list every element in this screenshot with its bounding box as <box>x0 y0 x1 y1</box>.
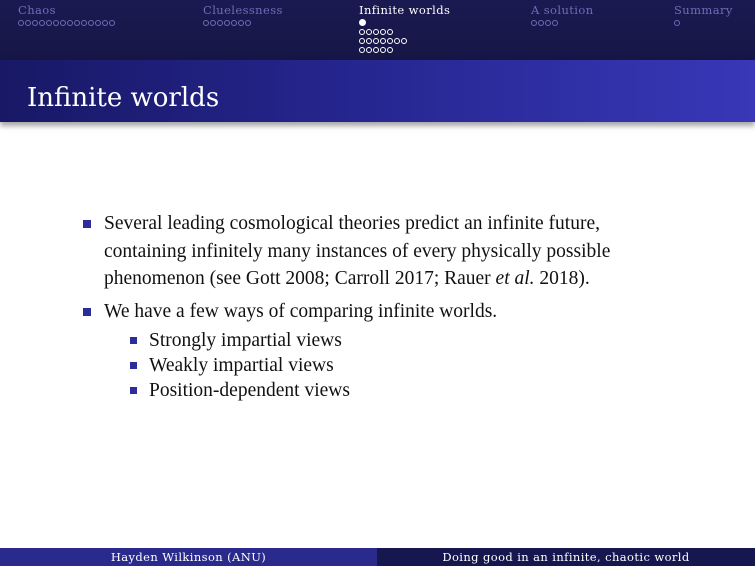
nav-frame-dot-icon[interactable] <box>224 20 230 26</box>
nav-frame-dot-icon[interactable] <box>387 47 393 53</box>
nav-frame-dot-icon[interactable] <box>373 47 379 53</box>
sub-bullet-text: Strongly impartial views <box>149 330 342 351</box>
nav-frame-dot-icon[interactable] <box>39 20 45 26</box>
nav-section-title: A solution <box>531 3 594 17</box>
nav-frame-dot-icon[interactable] <box>401 38 407 44</box>
nav-frame-dot-icon[interactable] <box>531 20 537 26</box>
nav-frame-dots <box>531 18 594 27</box>
nav-frame-dot-icon[interactable] <box>359 38 365 44</box>
frame-title: Infinite worlds <box>27 83 220 113</box>
nav-section-summary[interactable] <box>674 3 733 27</box>
bullet-item <box>0 210 664 293</box>
slide-footer <box>0 548 755 566</box>
nav-frame-dot-icon[interactable] <box>380 29 386 35</box>
nav-frame-dot-icon[interactable] <box>359 47 365 53</box>
sub-bullet-text: Weakly impartial views <box>149 355 334 376</box>
footer-talk-title: Doing good in an infinite, chaotic world <box>377 548 755 566</box>
nav-frame-dot-icon[interactable] <box>217 20 223 26</box>
nav-frame-dot-icon[interactable] <box>109 20 115 26</box>
nav-dot-row <box>531 18 594 27</box>
nav-section-title: Infinite worlds <box>359 3 451 17</box>
bullet-square-icon <box>83 220 91 228</box>
nav-frame-dot-icon[interactable] <box>394 38 400 44</box>
sub-bullet-list <box>0 328 755 403</box>
bullet-item <box>0 298 664 326</box>
nav-frame-dot-icon[interactable] <box>231 20 237 26</box>
nav-frame-dot-icon[interactable] <box>366 38 372 44</box>
sub-bullet-item <box>0 378 755 403</box>
slide-content <box>0 210 755 403</box>
bullet-text: 2018). <box>534 268 590 289</box>
sub-bullet-text: Position-dependent views <box>149 380 350 401</box>
nav-frame-dot-icon[interactable] <box>74 20 80 26</box>
nav-dot-row <box>18 18 115 27</box>
nav-frame-dot-icon[interactable] <box>18 20 24 26</box>
sub-bullet-item <box>0 328 755 353</box>
nav-section-title: Chaos <box>18 3 56 17</box>
sub-bullet-square-icon <box>130 337 137 344</box>
nav-frame-dot-icon[interactable] <box>674 20 680 26</box>
section-navigation <box>0 0 755 60</box>
nav-frame-dot-icon[interactable] <box>88 20 94 26</box>
nav-frame-dot-icon[interactable] <box>245 20 251 26</box>
nav-section-a-solution[interactable] <box>531 3 594 27</box>
nav-frame-dot-icon[interactable] <box>60 20 66 26</box>
nav-frame-dot-icon[interactable] <box>46 20 52 26</box>
nav-section-chaos[interactable] <box>18 3 115 27</box>
nav-frame-dot-icon[interactable] <box>25 20 31 26</box>
bullet-text-emphasis: et al. <box>495 268 535 289</box>
sub-bullet-item <box>0 353 755 378</box>
nav-frame-dot-icon[interactable] <box>53 20 59 26</box>
nav-frame-dot-icon[interactable] <box>552 20 558 26</box>
nav-frame-dot-icon[interactable] <box>538 20 544 26</box>
nav-frame-dot-icon[interactable] <box>95 20 101 26</box>
footer-author: Hayden Wilkinson (ANU) <box>0 548 377 566</box>
nav-frame-dot-icon[interactable] <box>32 20 38 26</box>
nav-frame-dot-icon[interactable] <box>387 38 393 44</box>
sub-bullet-square-icon <box>130 362 137 369</box>
nav-frame-dot-icon[interactable] <box>203 20 209 26</box>
nav-dot-row <box>203 18 283 27</box>
nav-section-title: Summary <box>674 3 733 17</box>
nav-frame-dots <box>674 18 733 27</box>
nav-frame-dot-icon[interactable] <box>545 20 551 26</box>
nav-dot-row <box>359 27 450 36</box>
nav-frame-dot-icon[interactable] <box>210 20 216 26</box>
nav-dot-row <box>359 18 450 27</box>
nav-frame-dot-icon[interactable] <box>102 20 108 26</box>
nav-frame-dot-icon[interactable] <box>81 20 87 26</box>
sub-bullet-square-icon <box>130 387 137 394</box>
nav-frame-dots <box>203 18 283 27</box>
nav-frame-dot-icon[interactable] <box>373 29 379 35</box>
bullet-square-icon <box>83 308 91 316</box>
bullet-text: We have a few ways of comparing infinite worlds. <box>104 300 498 322</box>
bullet-text: Several leading cosmological theories predict an infinite future, containing infinitely many instances of every physically possible phenomenon (see Gott 2008; Carroll 2017; Rauer <box>104 213 611 289</box>
nav-dot-row <box>359 36 450 45</box>
nav-frame-dots <box>359 18 450 54</box>
nav-section-infinite-worlds[interactable] <box>359 3 450 54</box>
nav-frame-dot-icon[interactable] <box>380 38 386 44</box>
nav-frame-dot-icon[interactable] <box>380 47 386 53</box>
nav-frame-dot-icon[interactable] <box>373 38 379 44</box>
nav-current-frame-dot-icon[interactable] <box>359 19 366 26</box>
nav-frame-dot-icon[interactable] <box>67 20 73 26</box>
nav-section-title: Cluelessness <box>203 3 283 17</box>
nav-frame-dot-icon[interactable] <box>387 29 393 35</box>
nav-section-cluelessness[interactable] <box>203 3 283 27</box>
nav-frame-dot-icon[interactable] <box>359 29 365 35</box>
frame-title-bar <box>0 60 755 122</box>
nav-dot-row <box>674 18 733 27</box>
nav-frame-dot-icon[interactable] <box>238 20 244 26</box>
nav-frame-dots <box>18 18 115 27</box>
nav-frame-dot-icon[interactable] <box>366 47 372 53</box>
nav-dot-row <box>359 45 450 54</box>
nav-frame-dot-icon[interactable] <box>366 29 372 35</box>
